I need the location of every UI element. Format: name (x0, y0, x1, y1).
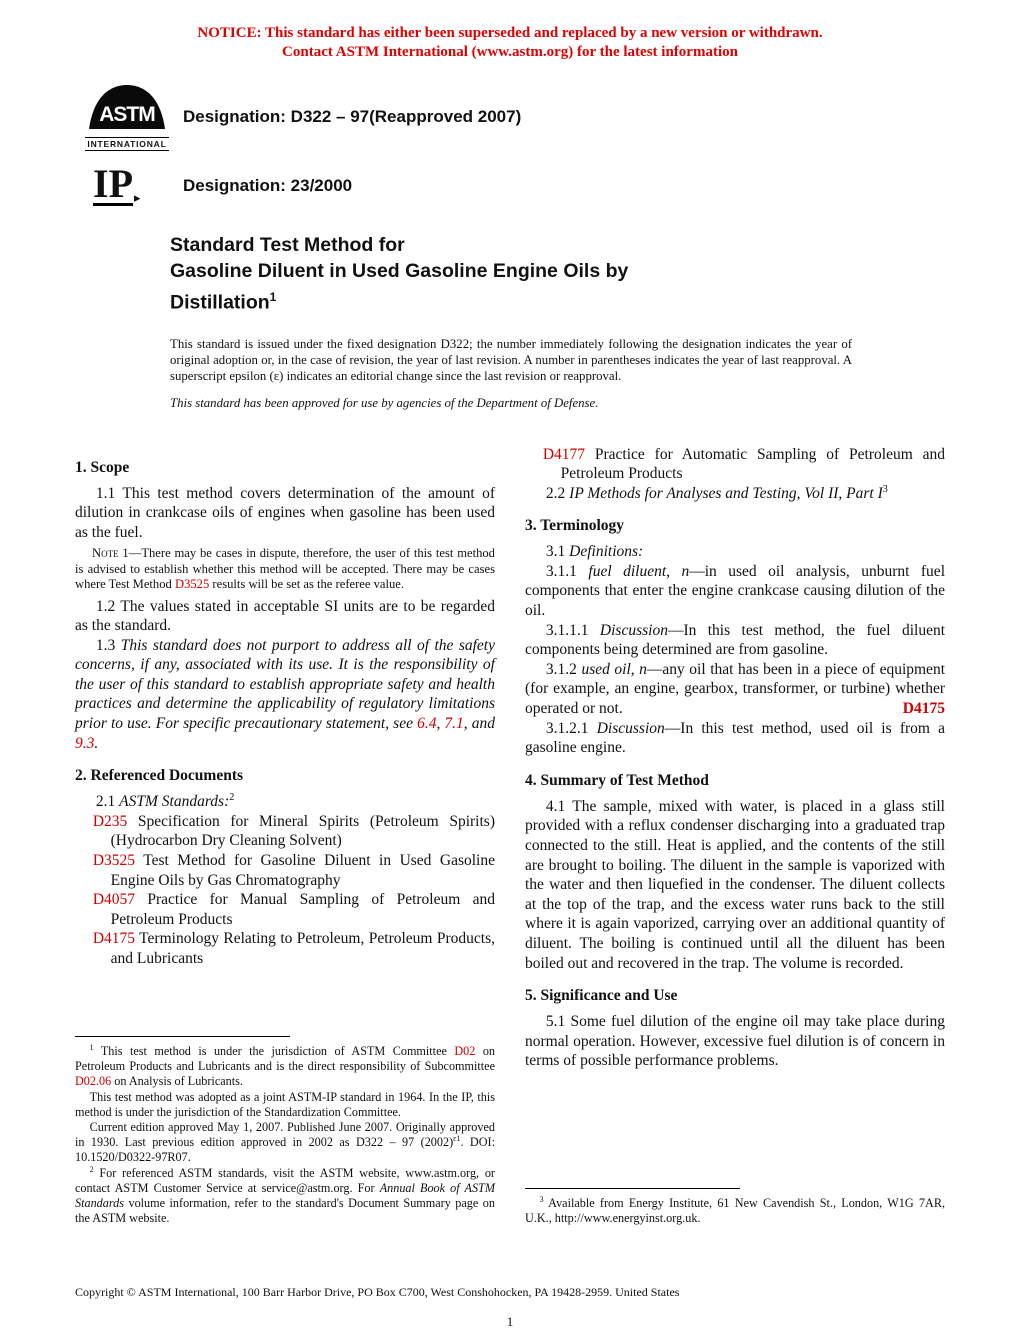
inline-link-7.1[interactable]: 7.1 (444, 715, 464, 733)
text-segment: Specification for Mineral Spirits (Petroleum Spirits) (Hydrocarbon Dry Cleaning Solvent) (110, 812, 495, 850)
text-segment: 1.2 The values stated in acceptable SI units are to be regarded as the standard. (75, 597, 495, 635)
para-4-1 (525, 797, 945, 973)
text-segment: Available from Energy Institute, 61 New Cavendish St., London, W1G 7AR, U.K., http://www.energyinst.org.uk. (525, 1196, 945, 1226)
astm-header-row (85, 82, 1020, 151)
text-segment: , (436, 715, 445, 733)
inline-link-D235[interactable]: D235 (92, 812, 128, 830)
reference-d4177 (525, 445, 945, 484)
inline-link-D4057[interactable]: D4057 (92, 891, 136, 909)
para-5-1 (525, 1012, 945, 1071)
text-segment: 2.1 (95, 793, 120, 811)
text-segment: —In this test method, used oil is from a gasoline engine. (525, 719, 946, 757)
text-segment: 4. Summary of Test Method (525, 771, 709, 789)
text-segment: IP Methods for Analyses and Testing, Vol II, Part I (569, 484, 883, 502)
text-segment: fuel diluent, n (588, 562, 690, 580)
para-2-1 (75, 792, 495, 812)
document-title-line-2: Gasoline Diluent in Used Gasoline Engine Oils by (170, 260, 629, 282)
text-segment: —any oil that has been in a piece of equipment (for example, an engine, gearbox, transformer, or turbine) whether operated or not. (525, 660, 945, 718)
text-segment: ε1 (453, 1134, 461, 1144)
ip-logo-text: IP (93, 161, 133, 206)
ip-logo-arrow-icon: ▸ (134, 190, 141, 205)
text-segment: . DOI: 10.1520/D0322-97R07. (75, 1135, 495, 1165)
text-segment: —In this test method, the fuel diluent components being determined are from gasoline. (525, 621, 945, 659)
section-5-heading (525, 987, 945, 1005)
text-segment: on Petroleum Products and Lubricants and is the direct responsibility of Subcommittee (75, 1044, 496, 1074)
page-number: 1 (506, 1313, 514, 1329)
text-segment: 3. Terminology (525, 517, 625, 535)
para-3-1-1-1 (525, 621, 945, 660)
right-column-content (525, 445, 945, 1071)
inline-link-D02[interactable]: D02 (454, 1044, 476, 1059)
text-segment: 1. Scope (75, 458, 130, 476)
text-segment: 2 (229, 792, 235, 804)
para-3-1-2-1 (525, 719, 945, 758)
issuance-note: This standard is issued under the fixed designation D322; the number immediately following the designation indicates the year of original adoption or, in the case of revision, the year of last revision. A number in parentheses indicates the year of last reapproval. A superscript epsilon (ε) indicates an editorial change since the last revision or reapproval. (170, 336, 852, 383)
reference-d4175 (75, 929, 495, 968)
text-segment: 3.1.1.1 (545, 621, 600, 639)
text-segment: on Analysis of Lubricants. (111, 1074, 243, 1089)
right-footnotes-content (525, 1196, 945, 1226)
para-1-2 (75, 597, 495, 636)
notice-line-2: Contact ASTM International (www.astm.org) for the latest information (282, 44, 738, 60)
inline-link-6.4[interactable]: 6.4 (417, 715, 437, 733)
inline-link-D3525[interactable]: D3525 (92, 852, 136, 870)
text-segment: For referenced ASTM standards, visit the ASTM website, www.astm.org, or contact ASTM Customer Service at service@astm.org. For (75, 1165, 495, 1195)
reference-d4057 (75, 890, 495, 929)
astm-logo (85, 82, 171, 151)
text-segment: 3 (539, 1195, 544, 1205)
text-segment: results will be set as the referee value. (209, 577, 405, 592)
copyright-notice: Copyright © ASTM International, 100 Barr Harbor Drive, PO Box C700, West Conshohocken, PA 19428-2959. United States (75, 1284, 680, 1299)
section-1-heading (75, 459, 495, 477)
right-column (525, 445, 945, 1227)
text-segment: —in used oil analysis, unburnt fuel components that enter the engine crankcase causing dilution of the oil. (525, 562, 945, 620)
section-3-heading (525, 517, 945, 535)
footnote-3 (525, 1196, 945, 1226)
astm-logo-text: ASTM (99, 103, 155, 126)
text-segment: Terminology Relating to Petroleum, Petroleum Products, and Lubricants (110, 930, 495, 967)
text-segment: Note 1 (92, 546, 129, 561)
left-column-content (75, 445, 495, 969)
text-segment: 2. Referenced Documents (75, 767, 244, 785)
para-2-2 (525, 484, 945, 504)
document-title-line-3 (170, 284, 1020, 316)
reference-d3525 (75, 851, 495, 890)
footnote-divider (75, 1036, 290, 1037)
para-1-1 (75, 484, 495, 543)
text-segment: 4.1 The sample, mixed with water, is placed in a glass still provided with a reflux condenser discharging into a graduated trap connected to the still. Heat is applied, and the contents of the still are brought to boiling. The diluent in the sample is vaporized with the water and then liquefied in the condenser. The diluent collects at the top of the trap, and the excess water runs back to the still where it is again vaporized, carrying over an additional quantity of diluent. The boiling is continued until all the diluent has been boiled out and recovered in the trap. The volume is recorded. (525, 797, 945, 972)
text-segment: 3.1.2.1 (545, 719, 597, 737)
text-segment: used oil, n (581, 660, 647, 678)
astm-designation: Designation: D322 – 97(Reapproved 2007) (183, 106, 522, 126)
text-segment: Current edition approved May 1, 2007. Published June 2007. Originally approved in 1930. Last previous edition approved in 2002 as D322 – 97 (2002) (75, 1120, 495, 1150)
inline-link-D3525[interactable]: D3525 (174, 577, 210, 592)
body-columns (75, 445, 945, 1227)
text-segment: Annual Book of ASTM Standards (75, 1180, 495, 1211)
text-segment: —There may be cases in dispute, therefore, the user of this test method is advised to establish whether this method will be accepted. There may be cases where Test Method (75, 546, 495, 592)
text-segment: This test method was adopted as a joint ASTM-IP standard in 1964. In the IP, this method is under the jurisdiction of the Standardization Committee. (75, 1089, 495, 1119)
astm-logo-mark (85, 82, 169, 132)
reference-d235 (75, 812, 495, 851)
inline-link-D02.06[interactable]: D02.06 (75, 1074, 112, 1089)
text-segment: 2.2 (545, 484, 570, 502)
footnote-1-history (75, 1090, 495, 1120)
text-segment: volume information, refer to the standard's Document Summary page on the ASTM website. (75, 1196, 495, 1226)
text-segment: . (94, 734, 99, 752)
text-segment: 3.1.2 (545, 660, 582, 678)
note-1 (75, 546, 495, 592)
superseded-notice (0, 24, 1020, 62)
text-segment: 5. Significance and Use (525, 987, 678, 1005)
text-segment: , and (463, 715, 496, 733)
para-1-3 (75, 636, 495, 754)
title-footnote-marker[interactable]: 1 (269, 290, 277, 304)
text-segment: Discussion (599, 621, 668, 639)
text-segment: Discussion (596, 719, 665, 737)
notice-line-1: NOTICE: This standard has either been superseded and replaced by a new version or withdrawn. (197, 25, 823, 41)
text-segment: This standard does not purport to address all of the safety concerns, if any, associated with its use. It is the responsibility of the user of this standard to establish appropriate safety and health practices and determine the applicability of regulatory limitations prior to use. For specific precautionary statement, see (75, 636, 495, 733)
document-page (0, 24, 1020, 1344)
para-3-1 (525, 542, 945, 562)
para-3-1-1 (525, 562, 945, 621)
para-3-1-2 (525, 660, 945, 719)
right-footnotes (525, 1188, 945, 1226)
left-footnotes (75, 1036, 495, 1226)
section-2-heading (75, 767, 495, 785)
document-title-line-1: Standard Test Method for (170, 234, 405, 256)
footnote-divider (525, 1188, 740, 1189)
footnote-2 (75, 1166, 495, 1227)
ip-header-row (85, 161, 1020, 206)
left-footnotes-content (75, 1044, 495, 1226)
left-column (75, 445, 495, 1227)
text-segment: Test Method for Gasoline Diluent in Used Gasoline Engine Oils by Gas Chromatography (110, 852, 495, 889)
inline-link-D4175[interactable]: D4175 (902, 700, 945, 718)
defense-approval-note: This standard has been approved for use by agencies of the Department of Defense. (170, 395, 599, 410)
text-segment: 1.3 (95, 636, 121, 654)
text-segment: Practice for Manual Sampling of Petroleum and Petroleum Products (110, 891, 495, 928)
document-title (170, 232, 1020, 316)
inline-link-9.3[interactable]: 9.3 (75, 734, 95, 752)
text-segment: Definitions: (569, 543, 644, 561)
text-segment: Practice for Automatic Sampling of Petroleum and Petroleum Products (560, 445, 945, 483)
text-segment: 2 (89, 1164, 94, 1174)
text-segment: 3.1.1 (545, 562, 589, 580)
footnote-1-edition (75, 1120, 495, 1166)
text-segment: This test method is under the jurisdiction of ASTM Committee (93, 1044, 455, 1059)
footnote-1 (75, 1044, 495, 1090)
title-text: Distillation (170, 291, 270, 314)
section-4-heading (525, 772, 945, 790)
text-segment: 1 (89, 1043, 94, 1052)
astm-logo-subtext: INTERNATIONAL (85, 137, 169, 151)
inline-link-D4175[interactable]: D4175 (92, 930, 136, 948)
text-segment: 3 (882, 483, 888, 495)
ip-designation: Designation: 23/2000 (183, 175, 353, 195)
text-segment: 5.1 Some fuel dilution of the engine oil may take place during normal operation. However, excessive fuel dilution is of concern in terms of possible performance problems. (525, 1013, 945, 1070)
text-segment: 3.1 (545, 543, 570, 561)
inline-link-D4177[interactable]: D4177 (542, 445, 586, 463)
ip-logo (85, 161, 171, 206)
text-segment: 1.1 This test method covers determination of the amount of dilution in crankcase oils of engines when gasoline has been used as the fuel. (75, 484, 495, 541)
text-segment: ASTM Standards: (119, 793, 230, 811)
